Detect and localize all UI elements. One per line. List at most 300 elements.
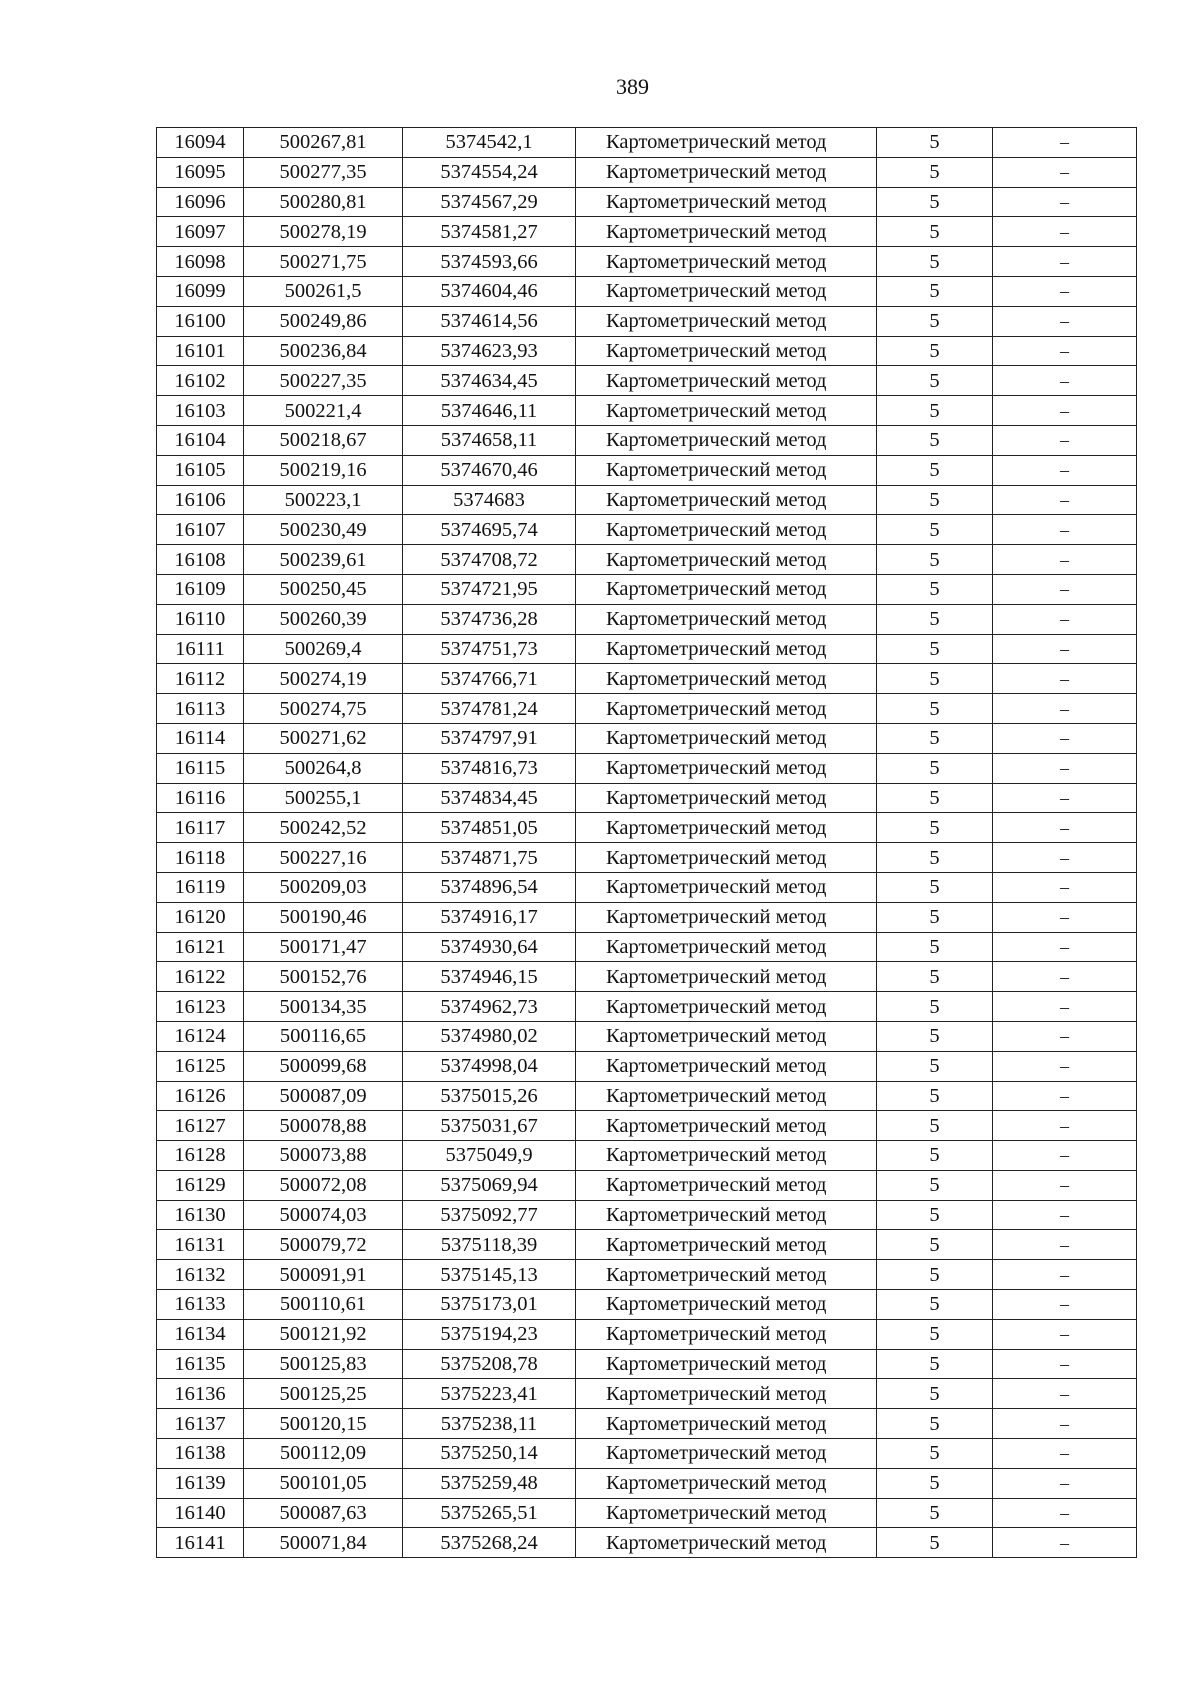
note-cell: –: [993, 1409, 1137, 1439]
table-row: [157, 843, 1137, 873]
y-coordinate-cell: 5375238,11: [403, 1409, 576, 1439]
x-coordinate-cell: 500134,35: [244, 992, 403, 1022]
x-coordinate-cell: 500267,81: [244, 128, 403, 158]
method-cell: Картометрический метод: [576, 753, 877, 783]
point-number-cell: 16095: [157, 157, 244, 187]
page-number: 389: [616, 74, 649, 99]
x-coordinate-cell: 500227,16: [244, 843, 403, 873]
y-coordinate-cell: 5375015,26: [403, 1081, 576, 1111]
note-cell: –: [993, 1141, 1137, 1171]
method-cell: Картометрический метод: [576, 1439, 877, 1469]
note-cell: –: [993, 872, 1137, 902]
accuracy-cell: 5: [877, 366, 993, 396]
table-row: [157, 336, 1137, 366]
point-number-cell: 16129: [157, 1170, 244, 1200]
method-cell: Картометрический метод: [576, 1051, 877, 1081]
y-coordinate-cell: 5374946,15: [403, 962, 576, 992]
x-coordinate-cell: 500218,67: [244, 425, 403, 455]
y-coordinate-cell: 5375069,94: [403, 1170, 576, 1200]
point-number-cell: 16115: [157, 753, 244, 783]
method-cell: Картометрический метод: [576, 664, 877, 694]
point-number-cell: 16113: [157, 694, 244, 724]
method-cell: Картометрический метод: [576, 694, 877, 724]
table-row: [157, 1111, 1137, 1141]
point-number-cell: 16118: [157, 843, 244, 873]
note-cell: –: [993, 843, 1137, 873]
point-number-cell: 16104: [157, 425, 244, 455]
accuracy-cell: 5: [877, 902, 993, 932]
accuracy-cell: 5: [877, 306, 993, 336]
method-cell: Картометрический метод: [576, 902, 877, 932]
accuracy-cell: 5: [877, 1200, 993, 1230]
method-cell: Картометрический метод: [576, 574, 877, 604]
table-row: [157, 1230, 1137, 1260]
x-coordinate-cell: 500280,81: [244, 187, 403, 217]
accuracy-cell: 5: [877, 1081, 993, 1111]
note-cell: –: [993, 902, 1137, 932]
note-cell: –: [993, 515, 1137, 545]
table-row: [157, 1528, 1137, 1558]
accuracy-cell: 5: [877, 1498, 993, 1528]
point-number-cell: 16128: [157, 1141, 244, 1171]
table-row: [157, 753, 1137, 783]
point-number-cell: 16109: [157, 574, 244, 604]
point-number-cell: 16124: [157, 1021, 244, 1051]
accuracy-cell: 5: [877, 783, 993, 813]
table-row: [157, 1468, 1137, 1498]
y-coordinate-cell: 5374816,73: [403, 753, 576, 783]
point-number-cell: 16106: [157, 485, 244, 515]
table-row: [157, 1021, 1137, 1051]
point-number-cell: 16123: [157, 992, 244, 1022]
table-body: [157, 128, 1137, 1558]
y-coordinate-cell: 5374851,05: [403, 813, 576, 843]
y-coordinate-cell: 5374930,64: [403, 932, 576, 962]
x-coordinate-cell: 500219,16: [244, 455, 403, 485]
point-number-cell: 16116: [157, 783, 244, 813]
table-row: [157, 128, 1137, 158]
y-coordinate-cell: 5374871,75: [403, 843, 576, 873]
y-coordinate-cell: 5374593,66: [403, 247, 576, 277]
table-row: [157, 1200, 1137, 1230]
accuracy-cell: 5: [877, 813, 993, 843]
accuracy-cell: 5: [877, 962, 993, 992]
method-cell: Картометрический метод: [576, 962, 877, 992]
point-number-cell: 16130: [157, 1200, 244, 1230]
note-cell: –: [993, 455, 1137, 485]
x-coordinate-cell: 500074,03: [244, 1200, 403, 1230]
point-number-cell: 16105: [157, 455, 244, 485]
y-coordinate-cell: 5374736,28: [403, 604, 576, 634]
method-cell: Картометрический метод: [576, 515, 877, 545]
method-cell: Картометрический метод: [576, 1260, 877, 1290]
note-cell: –: [993, 1260, 1137, 1290]
point-number-cell: 16114: [157, 723, 244, 753]
y-coordinate-cell: 5374781,24: [403, 694, 576, 724]
x-coordinate-cell: 500227,35: [244, 366, 403, 396]
x-coordinate-cell: 500250,45: [244, 574, 403, 604]
note-cell: –: [993, 1170, 1137, 1200]
accuracy-cell: 5: [877, 872, 993, 902]
x-coordinate-cell: 500223,1: [244, 485, 403, 515]
method-cell: Картометрический метод: [576, 306, 877, 336]
table-row: [157, 1170, 1137, 1200]
note-cell: –: [993, 783, 1137, 813]
note-cell: –: [993, 1439, 1137, 1469]
point-number-cell: 16098: [157, 247, 244, 277]
accuracy-cell: 5: [877, 1141, 993, 1171]
note-cell: –: [993, 1468, 1137, 1498]
table-row: [157, 1260, 1137, 1290]
accuracy-cell: 5: [877, 574, 993, 604]
x-coordinate-cell: 500271,62: [244, 723, 403, 753]
table-row: [157, 902, 1137, 932]
table-row: [157, 1141, 1137, 1171]
accuracy-cell: 5: [877, 455, 993, 485]
table-row: [157, 545, 1137, 575]
x-coordinate-cell: 500101,05: [244, 1468, 403, 1498]
x-coordinate-cell: 500255,1: [244, 783, 403, 813]
accuracy-cell: 5: [877, 1170, 993, 1200]
table-row: [157, 366, 1137, 396]
note-cell: –: [993, 1528, 1137, 1558]
x-coordinate-cell: 500079,72: [244, 1230, 403, 1260]
table-row: [157, 634, 1137, 664]
x-coordinate-cell: 500239,61: [244, 545, 403, 575]
x-coordinate-cell: 500230,49: [244, 515, 403, 545]
point-number-cell: 16120: [157, 902, 244, 932]
method-cell: Картометрический метод: [576, 1349, 877, 1379]
accuracy-cell: 5: [877, 723, 993, 753]
method-cell: Картометрический метод: [576, 336, 877, 366]
method-cell: Картометрический метод: [576, 723, 877, 753]
point-number-cell: 16119: [157, 872, 244, 902]
point-number-cell: 16099: [157, 276, 244, 306]
note-cell: –: [993, 217, 1137, 247]
note-cell: –: [993, 1379, 1137, 1409]
point-number-cell: 16136: [157, 1379, 244, 1409]
x-coordinate-cell: 500116,65: [244, 1021, 403, 1051]
note-cell: –: [993, 813, 1137, 843]
accuracy-cell: 5: [877, 247, 993, 277]
note-cell: –: [993, 1021, 1137, 1051]
y-coordinate-cell: 5374623,93: [403, 336, 576, 366]
note-cell: –: [993, 634, 1137, 664]
table-row: [157, 783, 1137, 813]
accuracy-cell: 5: [877, 1230, 993, 1260]
point-number-cell: 16122: [157, 962, 244, 992]
method-cell: Картометрический метод: [576, 1379, 877, 1409]
point-number-cell: 16137: [157, 1409, 244, 1439]
method-cell: Картометрический метод: [576, 128, 877, 158]
point-number-cell: 16101: [157, 336, 244, 366]
method-cell: Картометрический метод: [576, 813, 877, 843]
point-number-cell: 16121: [157, 932, 244, 962]
note-cell: –: [993, 604, 1137, 634]
table-row: [157, 574, 1137, 604]
y-coordinate-cell: 5374834,45: [403, 783, 576, 813]
table-row: [157, 157, 1137, 187]
x-coordinate-cell: 500152,76: [244, 962, 403, 992]
note-cell: –: [993, 306, 1137, 336]
y-coordinate-cell: 5374916,17: [403, 902, 576, 932]
point-number-cell: 16107: [157, 515, 244, 545]
table-row: [157, 872, 1137, 902]
method-cell: Картометрический метод: [576, 1319, 877, 1349]
x-coordinate-cell: 500274,75: [244, 694, 403, 724]
accuracy-cell: 5: [877, 425, 993, 455]
table-row: [157, 485, 1137, 515]
table-row: [157, 813, 1137, 843]
method-cell: Картометрический метод: [576, 843, 877, 873]
y-coordinate-cell: 5374695,74: [403, 515, 576, 545]
table-row: [157, 1409, 1137, 1439]
y-coordinate-cell: 5374634,45: [403, 366, 576, 396]
x-coordinate-cell: 500278,19: [244, 217, 403, 247]
point-number-cell: 16100: [157, 306, 244, 336]
point-number-cell: 16094: [157, 128, 244, 158]
accuracy-cell: 5: [877, 694, 993, 724]
point-number-cell: 16111: [157, 634, 244, 664]
table-row: [157, 664, 1137, 694]
accuracy-cell: 5: [877, 276, 993, 306]
y-coordinate-cell: 5374766,71: [403, 664, 576, 694]
accuracy-cell: 5: [877, 1290, 993, 1320]
note-cell: –: [993, 366, 1137, 396]
accuracy-cell: 5: [877, 485, 993, 515]
note-cell: –: [993, 1290, 1137, 1320]
method-cell: Картометрический метод: [576, 545, 877, 575]
y-coordinate-cell: 5374797,91: [403, 723, 576, 753]
x-coordinate-cell: 500209,03: [244, 872, 403, 902]
note-cell: –: [993, 1051, 1137, 1081]
note-cell: –: [993, 247, 1137, 277]
note-cell: –: [993, 932, 1137, 962]
x-coordinate-cell: 500242,52: [244, 813, 403, 843]
method-cell: Картометрический метод: [576, 872, 877, 902]
method-cell: Картометрический метод: [576, 247, 877, 277]
method-cell: Картометрический метод: [576, 1111, 877, 1141]
note-cell: –: [993, 992, 1137, 1022]
accuracy-cell: 5: [877, 1379, 993, 1409]
x-coordinate-cell: 500087,09: [244, 1081, 403, 1111]
table-row: [157, 1349, 1137, 1379]
accuracy-cell: 5: [877, 634, 993, 664]
x-coordinate-cell: 500236,84: [244, 336, 403, 366]
method-cell: Картометрический метод: [576, 485, 877, 515]
accuracy-cell: 5: [877, 187, 993, 217]
accuracy-cell: 5: [877, 1409, 993, 1439]
note-cell: –: [993, 723, 1137, 753]
method-cell: Картометрический метод: [576, 1498, 877, 1528]
method-cell: Картометрический метод: [576, 1230, 877, 1260]
accuracy-cell: 5: [877, 664, 993, 694]
method-cell: Картометрический метод: [576, 425, 877, 455]
table-row: [157, 247, 1137, 277]
note-cell: –: [993, 753, 1137, 783]
note-cell: –: [993, 664, 1137, 694]
table-row: [157, 992, 1137, 1022]
table-row: [157, 1439, 1137, 1469]
y-coordinate-cell: 5375268,24: [403, 1528, 576, 1558]
table-row: [157, 1051, 1137, 1081]
method-cell: Картометрический метод: [576, 1290, 877, 1320]
x-coordinate-cell: 500072,08: [244, 1170, 403, 1200]
y-coordinate-cell: 5375259,48: [403, 1468, 576, 1498]
note-cell: –: [993, 187, 1137, 217]
table-row: [157, 1319, 1137, 1349]
table-row: [157, 217, 1137, 247]
note-cell: –: [993, 1319, 1137, 1349]
y-coordinate-cell: 5374604,46: [403, 276, 576, 306]
y-coordinate-cell: 5374708,72: [403, 545, 576, 575]
table-row: [157, 276, 1137, 306]
y-coordinate-cell: 5375049,9: [403, 1141, 576, 1171]
method-cell: Картометрический метод: [576, 1528, 877, 1558]
x-coordinate-cell: 500078,88: [244, 1111, 403, 1141]
method-cell: Картометрический метод: [576, 157, 877, 187]
table-row: [157, 455, 1137, 485]
y-coordinate-cell: 5374751,73: [403, 634, 576, 664]
y-coordinate-cell: 5374567,29: [403, 187, 576, 217]
accuracy-cell: 5: [877, 1319, 993, 1349]
note-cell: –: [993, 1498, 1137, 1528]
note-cell: –: [993, 396, 1137, 426]
table-row: [157, 515, 1137, 545]
accuracy-cell: 5: [877, 843, 993, 873]
table-row: [157, 604, 1137, 634]
x-coordinate-cell: 500269,4: [244, 634, 403, 664]
method-cell: Картометрический метод: [576, 634, 877, 664]
method-cell: Картометрический метод: [576, 1468, 877, 1498]
y-coordinate-cell: 5375092,77: [403, 1200, 576, 1230]
method-cell: Картометрический метод: [576, 396, 877, 426]
point-number-cell: 16131: [157, 1230, 244, 1260]
note-cell: –: [993, 336, 1137, 366]
x-coordinate-cell: 500099,68: [244, 1051, 403, 1081]
table-row: [157, 694, 1137, 724]
method-cell: Картометрический метод: [576, 1081, 877, 1111]
table-row: [157, 932, 1137, 962]
accuracy-cell: 5: [877, 1468, 993, 1498]
x-coordinate-cell: 500091,91: [244, 1260, 403, 1290]
point-number-cell: 16112: [157, 664, 244, 694]
method-cell: Картометрический метод: [576, 604, 877, 634]
coordinates-table: [156, 127, 1137, 1558]
note-cell: –: [993, 276, 1137, 306]
x-coordinate-cell: 500249,86: [244, 306, 403, 336]
point-number-cell: 16135: [157, 1349, 244, 1379]
x-coordinate-cell: 500264,8: [244, 753, 403, 783]
method-cell: Картометрический метод: [576, 1200, 877, 1230]
accuracy-cell: 5: [877, 753, 993, 783]
y-coordinate-cell: 5374683: [403, 485, 576, 515]
method-cell: Картометрический метод: [576, 783, 877, 813]
note-cell: –: [993, 962, 1137, 992]
table-row: [157, 723, 1137, 753]
x-coordinate-cell: 500190,46: [244, 902, 403, 932]
y-coordinate-cell: 5374614,56: [403, 306, 576, 336]
y-coordinate-cell: 5374896,54: [403, 872, 576, 902]
accuracy-cell: 5: [877, 992, 993, 1022]
x-coordinate-cell: 500125,25: [244, 1379, 403, 1409]
note-cell: –: [993, 574, 1137, 604]
method-cell: Картометрический метод: [576, 1409, 877, 1439]
accuracy-cell: 5: [877, 336, 993, 366]
note-cell: –: [993, 1111, 1137, 1141]
note-cell: –: [993, 1230, 1137, 1260]
point-number-cell: 16125: [157, 1051, 244, 1081]
accuracy-cell: 5: [877, 1111, 993, 1141]
x-coordinate-cell: 500274,19: [244, 664, 403, 694]
table-row: [157, 1379, 1137, 1409]
point-number-cell: 16127: [157, 1111, 244, 1141]
accuracy-cell: 5: [877, 604, 993, 634]
y-coordinate-cell: 5375223,41: [403, 1379, 576, 1409]
point-number-cell: 16133: [157, 1290, 244, 1320]
point-number-cell: 16138: [157, 1439, 244, 1469]
y-coordinate-cell: 5374646,11: [403, 396, 576, 426]
x-coordinate-cell: 500121,92: [244, 1319, 403, 1349]
method-cell: Картометрический метод: [576, 276, 877, 306]
accuracy-cell: 5: [877, 545, 993, 575]
x-coordinate-cell: 500087,63: [244, 1498, 403, 1528]
table-row: [157, 962, 1137, 992]
y-coordinate-cell: 5374721,95: [403, 574, 576, 604]
table-row: [157, 306, 1137, 336]
accuracy-cell: 5: [877, 1051, 993, 1081]
note-cell: –: [993, 1200, 1137, 1230]
x-coordinate-cell: 500277,35: [244, 157, 403, 187]
method-cell: Картометрический метод: [576, 1170, 877, 1200]
y-coordinate-cell: 5374980,02: [403, 1021, 576, 1051]
point-number-cell: 16132: [157, 1260, 244, 1290]
note-cell: –: [993, 694, 1137, 724]
accuracy-cell: 5: [877, 128, 993, 158]
table-row: [157, 1290, 1137, 1320]
note-cell: –: [993, 425, 1137, 455]
x-coordinate-cell: 500112,09: [244, 1439, 403, 1469]
x-coordinate-cell: 500171,47: [244, 932, 403, 962]
table-row: [157, 425, 1137, 455]
y-coordinate-cell: 5374962,73: [403, 992, 576, 1022]
y-coordinate-cell: 5375250,14: [403, 1439, 576, 1469]
point-number-cell: 16110: [157, 604, 244, 634]
x-coordinate-cell: 500260,39: [244, 604, 403, 634]
y-coordinate-cell: 5375194,23: [403, 1319, 576, 1349]
accuracy-cell: 5: [877, 1439, 993, 1469]
accuracy-cell: 5: [877, 1349, 993, 1379]
table-row: [157, 187, 1137, 217]
point-number-cell: 16097: [157, 217, 244, 247]
method-cell: Картометрический метод: [576, 992, 877, 1022]
y-coordinate-cell: 5374554,24: [403, 157, 576, 187]
accuracy-cell: 5: [877, 1528, 993, 1558]
method-cell: Картометрический метод: [576, 366, 877, 396]
method-cell: Картометрический метод: [576, 932, 877, 962]
point-number-cell: 16140: [157, 1498, 244, 1528]
accuracy-cell: 5: [877, 396, 993, 426]
y-coordinate-cell: 5375265,51: [403, 1498, 576, 1528]
accuracy-cell: 5: [877, 515, 993, 545]
method-cell: Картометрический метод: [576, 455, 877, 485]
x-coordinate-cell: 500125,83: [244, 1349, 403, 1379]
note-cell: –: [993, 1081, 1137, 1111]
y-coordinate-cell: 5375208,78: [403, 1349, 576, 1379]
accuracy-cell: 5: [877, 932, 993, 962]
point-number-cell: 16134: [157, 1319, 244, 1349]
y-coordinate-cell: 5375145,13: [403, 1260, 576, 1290]
